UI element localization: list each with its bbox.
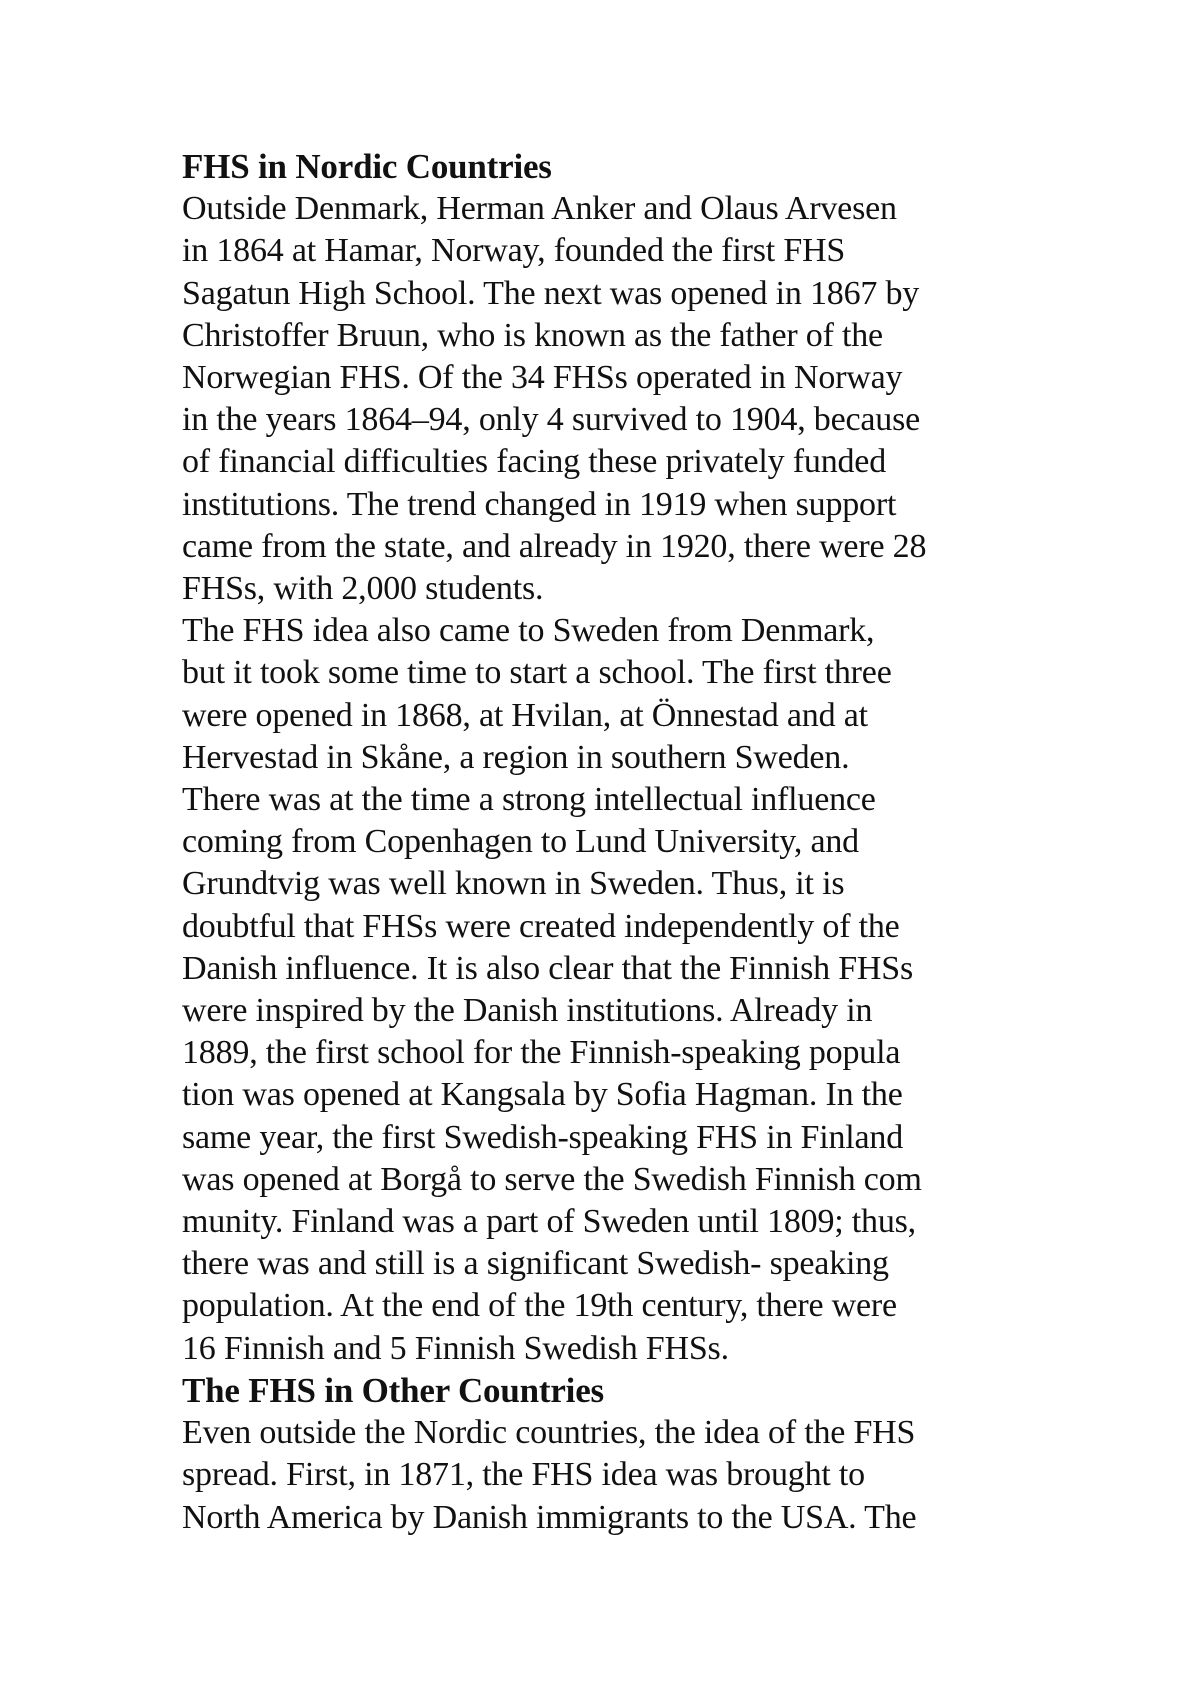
text-line: Christoffer Bruun, who is known as the father of the: [182, 316, 883, 354]
text-line: of financial difficulties facing these privately funded: [182, 443, 886, 481]
document-page: [182, 146, 1002, 1539]
text-line: in the years 1864–94, only 4 survived to 1904, because: [182, 401, 920, 439]
text-line: there was and still is a significant Swedish- speaking: [182, 1245, 889, 1283]
section-body: [182, 1412, 1002, 1539]
text-line: The FHS idea also came to Sweden from Denmark,: [182, 612, 875, 650]
text-line: FHSs, with 2,000 students.: [182, 570, 544, 608]
section-other-countries: [182, 1370, 1002, 1539]
text-line: population. At the end of the 19th century, there were: [182, 1287, 897, 1325]
text-line: Hervestad in Skåne, a region in southern Sweden.: [182, 738, 850, 776]
text-line: but it took some time to start a school. The first three: [182, 654, 892, 692]
text-line: institutions. The trend changed in 1919 when support: [182, 485, 897, 523]
text-line: were opened in 1868, at Hvilan, at Önnestad and at: [182, 696, 868, 734]
text-line: coming from Copenhagen to Lund University, and: [182, 823, 859, 861]
text-line: 16 Finnish and 5 Finnish Swedish FHSs.: [182, 1329, 729, 1367]
text-line: Sagatun High School. The next was opened in 1867 by: [182, 274, 920, 312]
text-line: Even outside the Nordic countries, the idea of the FHS: [182, 1414, 916, 1452]
text-line: was opened at Borgå to serve the Swedish Finnish com: [182, 1160, 922, 1198]
text-line: were inspired by the Danish institutions. Already in: [182, 992, 873, 1030]
text-line: in 1864 at Hamar, Norway, founded the first FHS: [182, 232, 846, 270]
text-line: came from the state, and already in 1920, there were 28: [182, 527, 927, 565]
text-line: North America by Danish immigrants to the USA. The: [182, 1498, 917, 1536]
text-line: 1889, the first school for the Finnish-speaking popula: [182, 1034, 901, 1072]
text-line: Norwegian FHS. Of the 34 FHSs operated in Norway: [182, 359, 903, 397]
text-line: doubtful that FHSs were created independently of the: [182, 907, 900, 945]
section-heading: The FHS in Other Countries: [182, 1370, 604, 1410]
text-line: spread. First, in 1871, the FHS idea was brought to: [182, 1456, 865, 1494]
text-line: munity. Finland was a part of Sweden until 1809; thus,: [182, 1203, 916, 1241]
text-line: Danish influence. It is also clear that the Finnish FHSs: [182, 949, 914, 987]
text-line: tion was opened at Kangsala by Sofia Hagman. In the: [182, 1076, 903, 1114]
section-body: [182, 188, 1002, 1370]
section-nordic-countries: [182, 146, 1002, 1370]
text-line: Grundtvig was well known in Sweden. Thus, it is: [182, 865, 845, 903]
section-heading: FHS in Nordic Countries: [182, 147, 552, 186]
text-line: same year, the first Swedish-speaking FHS in Finland: [182, 1118, 904, 1156]
text-line: Outside Denmark, Herman Anker and Olaus Arvesen: [182, 190, 897, 228]
text-line: There was at the time a strong intellectual influence: [182, 781, 876, 819]
